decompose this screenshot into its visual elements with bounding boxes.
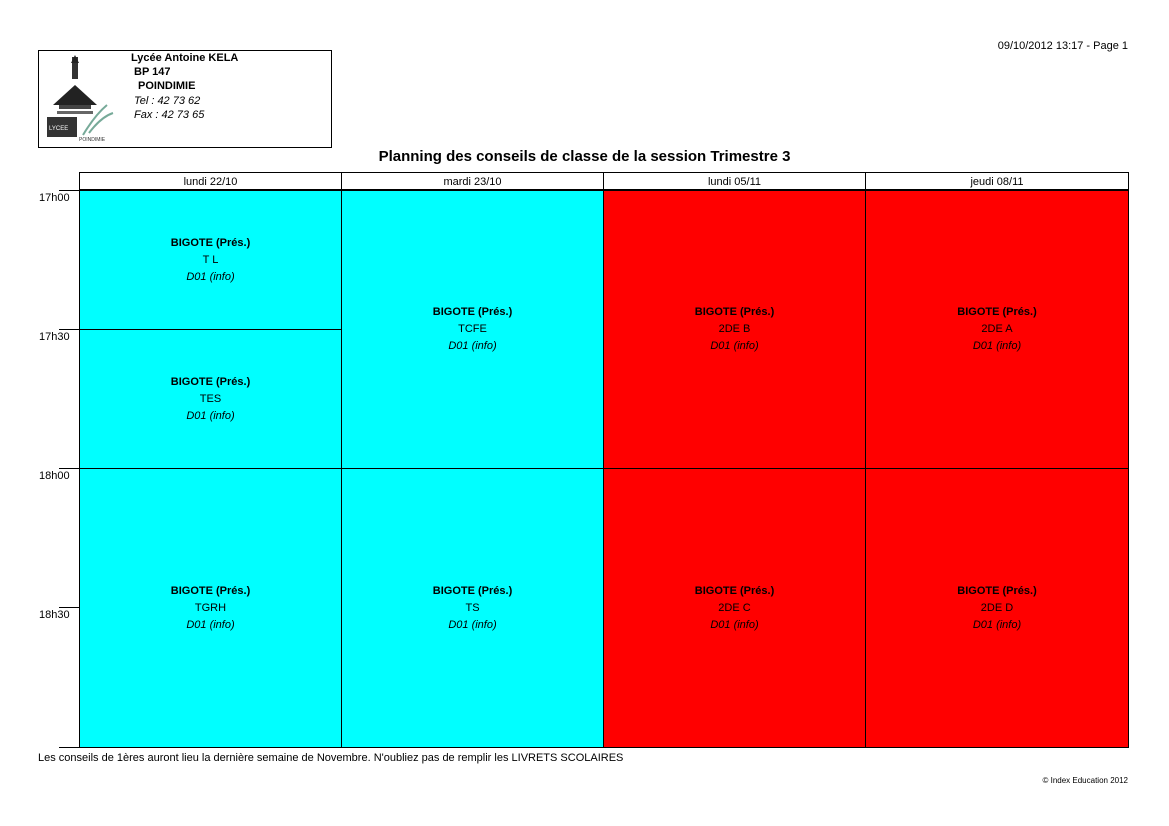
slot-class: T L	[202, 253, 219, 266]
slot-class: 2DE C	[718, 601, 751, 614]
slot-teacher: BIGOTE (Prés.)	[432, 584, 513, 597]
slot-room: D01 (info)	[448, 618, 497, 631]
slot-room: D01 (info)	[710, 618, 759, 631]
slot-room: D01 (info)	[186, 618, 235, 631]
council-slot	[79, 329, 342, 469]
slot-class: 2DE B	[718, 323, 751, 335]
council-slot	[341, 468, 604, 748]
slot-class: TES	[199, 392, 222, 405]
logo-lettering-bottom: POINDIMIE	[79, 137, 106, 143]
council-slot	[603, 190, 866, 469]
school-fax: Fax : 42 73 65	[134, 109, 205, 121]
time-label: 17h30	[39, 331, 70, 343]
slot-room: D01 (info)	[448, 340, 497, 352]
slot-teacher: BIGOTE (Prés.)	[957, 584, 1037, 597]
slot-class: 2DE D	[980, 601, 1014, 614]
council-slot	[79, 468, 342, 748]
slot-room: D01 (info)	[186, 270, 235, 283]
slot-class: TGRH	[194, 601, 227, 614]
print-timestamp: 09/10/2012 13:17 - Page 1	[997, 40, 1128, 52]
school-info-box	[38, 50, 332, 148]
schedule-grid	[37, 172, 1129, 748]
council-slot	[603, 468, 866, 748]
school-logo-icon	[43, 55, 117, 143]
time-label: 18h00	[39, 470, 70, 482]
council-slot	[341, 190, 604, 469]
day-header: lundi 22/10	[79, 172, 342, 190]
time-label: 17h00	[39, 192, 70, 204]
slot-teacher: BIGOTE (Prés.)	[170, 375, 251, 388]
slot-room: D01 (info)	[186, 409, 235, 422]
logo-lettering-top: LYCEE	[49, 126, 69, 132]
council-slot	[865, 468, 1129, 748]
council-slot	[79, 190, 342, 330]
time-label: 18h30	[39, 609, 70, 621]
page-title: Planning des conseils de classe de la session Trimestre 3	[378, 148, 791, 165]
slot-room: D01 (info)	[710, 340, 759, 352]
copyright: © Index Education 2012	[1042, 776, 1128, 785]
school-bp: BP 147	[134, 66, 171, 78]
slot-teacher: BIGOTE (Prés.)	[694, 306, 775, 318]
school-city: POINDIMIE	[138, 80, 196, 92]
slot-room: D01 (info)	[972, 340, 1022, 352]
school-name: Lycée Antoine KELA	[131, 52, 239, 64]
school-tel: Tel : 42 73 62	[134, 95, 201, 107]
slot-teacher: BIGOTE (Prés.)	[170, 236, 251, 249]
slot-class: TS	[465, 601, 480, 614]
day-header: mardi 23/10	[341, 172, 604, 190]
slot-room: D01 (info)	[972, 618, 1022, 631]
slot-class: 2DE A	[981, 323, 1013, 335]
slot-class: TCFE	[458, 323, 487, 335]
slot-teacher: BIGOTE (Prés.)	[432, 306, 513, 318]
slot-teacher: BIGOTE (Prés.)	[694, 584, 775, 597]
slot-teacher: BIGOTE (Prés.)	[957, 306, 1037, 318]
footer-note: Les conseils de 1ères auront lieu la dernière semaine de Novembre. N'oubliez pas de remplir les LIVRETS SCOLAIRES	[38, 752, 624, 764]
day-header: lundi 05/11	[603, 172, 866, 190]
council-slot	[865, 190, 1129, 469]
slot-teacher: BIGOTE (Prés.)	[170, 584, 251, 597]
day-header: jeudi 08/11	[865, 172, 1129, 190]
